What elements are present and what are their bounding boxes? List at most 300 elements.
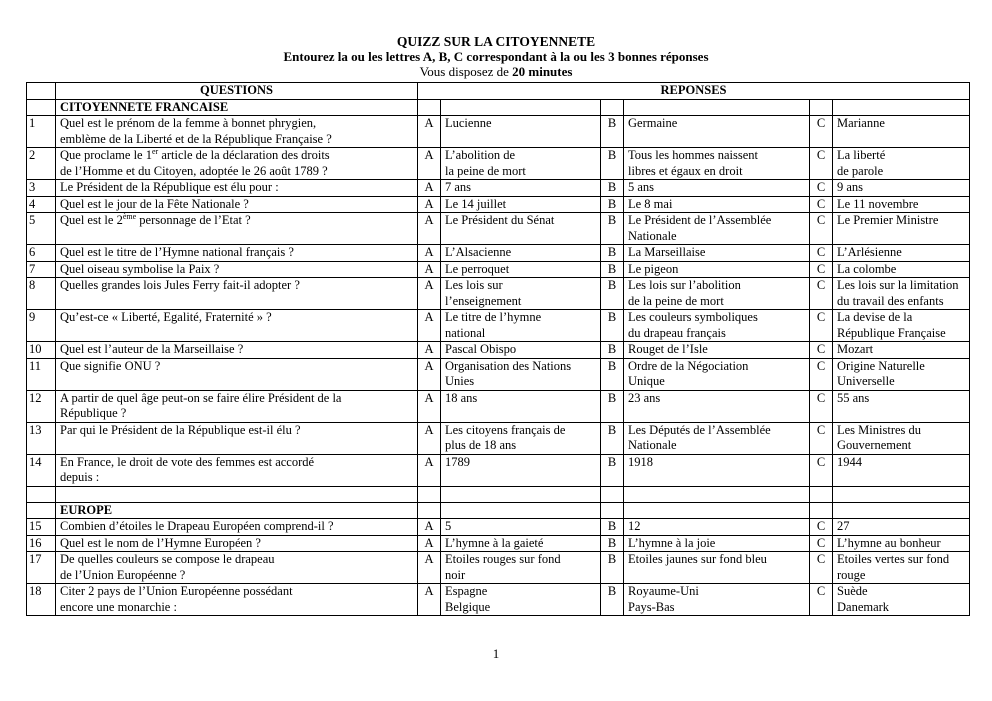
choice-letter-c[interactable]: C xyxy=(810,180,833,197)
answer-c xyxy=(833,535,970,552)
choice-letter-b[interactable]: B xyxy=(601,245,624,262)
answer-line: du drapeau français xyxy=(628,325,726,340)
answer-line: Lucienne xyxy=(445,116,492,130)
quiz-time-limit: Vous disposez de 20 minutes xyxy=(419,64,573,79)
choice-letter-c[interactable]: C xyxy=(810,310,833,342)
question-line xyxy=(60,116,413,132)
question-number: 6 xyxy=(27,245,56,262)
question-text-part: Quel oiseau symbolise la Paix ? xyxy=(60,261,220,276)
section-europe xyxy=(27,502,970,519)
answer-c xyxy=(833,422,970,454)
answer-c xyxy=(833,519,970,536)
question-row xyxy=(27,180,970,197)
page-number: 1 xyxy=(492,646,500,661)
answer-line: Etoiles jaunes sur fond bleu xyxy=(628,552,767,566)
choice-letter-c[interactable]: C xyxy=(810,584,833,616)
question-number: 8 xyxy=(27,278,56,310)
question-text xyxy=(56,116,418,148)
time-value: 20 minutes xyxy=(512,64,573,79)
empty-cell xyxy=(810,502,833,519)
question-number: 5 xyxy=(27,213,56,245)
question-line xyxy=(60,342,413,358)
choice-letter-a[interactable]: A xyxy=(418,148,441,180)
answer-line: Les citoyens français de xyxy=(445,422,566,437)
answer-b xyxy=(624,310,810,342)
choice-letter-a[interactable]: A xyxy=(418,196,441,213)
question-row xyxy=(27,535,970,552)
answer-line: Marianne xyxy=(837,116,885,130)
reponses-header: REPONSES xyxy=(418,83,970,100)
answer-b xyxy=(624,196,810,213)
question-line xyxy=(60,278,413,294)
question-row xyxy=(27,278,970,310)
answer-c xyxy=(833,310,970,342)
answer-line: Origine Naturelle xyxy=(837,358,925,373)
question-text-part: Quel est le titre de l’Hymne national français ? xyxy=(60,245,294,259)
question-line: depuis : xyxy=(60,470,100,484)
empty-cell xyxy=(441,99,601,116)
answer-b xyxy=(624,278,810,310)
section-num-cell xyxy=(27,502,56,519)
superscript: er xyxy=(151,147,159,156)
question-row xyxy=(27,261,970,278)
answer-b xyxy=(624,245,810,262)
question-text xyxy=(56,358,418,390)
question-text-part: A partir de quel âge peut-on se faire élire Président de la xyxy=(60,390,342,405)
answer-line: Le titre de l’hymne xyxy=(445,310,542,324)
quiz-instruction: Entourez la ou les lettres A, B, C correspondant à la ou les 3 bonnes réponses xyxy=(283,49,709,64)
answer-line: Nationale xyxy=(628,228,677,243)
empty-cell xyxy=(418,486,441,502)
question-row xyxy=(27,519,970,536)
section-title: EUROPE xyxy=(56,502,418,519)
answer-c xyxy=(833,196,970,213)
answer-line: 23 ans xyxy=(628,390,661,405)
choice-letter-a[interactable]: A xyxy=(418,278,441,310)
question-row xyxy=(27,148,970,180)
answer-line: Danemark xyxy=(837,599,890,614)
question-row xyxy=(27,116,970,148)
answer-a xyxy=(441,148,601,180)
answer-a xyxy=(441,180,601,197)
blank-row xyxy=(27,486,970,502)
answer-line: Les lois sur la limitation xyxy=(837,278,959,292)
answer-line: rouge xyxy=(837,567,866,582)
empty-cell xyxy=(624,486,810,502)
answer-line: Belgique xyxy=(445,599,491,614)
answer-line: La colombe xyxy=(837,261,897,276)
answer-line: Etoiles rouges sur fond xyxy=(445,552,561,566)
question-number: 15 xyxy=(27,519,56,536)
answer-c xyxy=(833,245,970,262)
question-line: de l’Union Européenne ? xyxy=(60,567,186,582)
choice-letter-b[interactable]: B xyxy=(601,116,624,148)
choice-letter-b[interactable]: B xyxy=(601,278,624,310)
answer-b xyxy=(624,261,810,278)
choice-letter-c[interactable]: C xyxy=(810,245,833,262)
empty-cell xyxy=(601,502,624,519)
answer-b xyxy=(624,535,810,552)
question-number: 14 xyxy=(27,454,56,486)
choice-letter-a[interactable]: A xyxy=(418,116,441,148)
question-line xyxy=(60,584,413,600)
answer-line: Royaume-Uni xyxy=(628,584,699,598)
question-line: République ? xyxy=(60,406,127,420)
answer-line: Les Députés de l’Assemblée xyxy=(628,422,771,437)
choice-letter-b[interactable]: B xyxy=(601,148,624,180)
answer-c xyxy=(833,278,970,310)
empty-cell xyxy=(833,486,970,502)
choice-letter-c[interactable]: C xyxy=(810,278,833,310)
question-row xyxy=(27,310,970,342)
answer-a xyxy=(441,358,601,390)
answer-line: Le pigeon xyxy=(628,261,679,276)
question-text xyxy=(56,148,418,180)
answer-line: la peine de mort xyxy=(445,163,526,178)
answer-line: 55 ans xyxy=(837,390,870,405)
choice-letter-b[interactable]: B xyxy=(601,584,624,616)
answer-line: L’Alsacienne xyxy=(445,245,512,259)
question-number: 4 xyxy=(27,196,56,213)
empty-cell xyxy=(27,486,56,502)
question-number: 16 xyxy=(27,535,56,552)
question-row xyxy=(27,422,970,454)
choice-letter-a[interactable]: A xyxy=(418,454,441,486)
question-text-part: personnage de l’Etat ? xyxy=(136,213,251,227)
choice-letter-a[interactable]: A xyxy=(418,310,441,342)
answer-line: Organisation des Nations xyxy=(445,358,572,373)
answer-line: libres et égaux en droit xyxy=(628,163,743,178)
choice-letter-b[interactable]: B xyxy=(601,342,624,359)
answer-b xyxy=(624,116,810,148)
answer-c xyxy=(833,116,970,148)
answer-line: Mozart xyxy=(837,342,874,356)
choice-letter-a[interactable]: A xyxy=(418,245,441,262)
answer-c xyxy=(833,213,970,245)
answer-line: L’hymne à la joie xyxy=(628,535,716,550)
answer-line: 1789 xyxy=(445,454,470,469)
question-text-part: Par qui le Président de la République est-il élu ? xyxy=(60,422,301,437)
empty-cell xyxy=(810,486,833,502)
choice-letter-a[interactable]: A xyxy=(418,519,441,536)
question-line xyxy=(60,455,413,471)
question-line xyxy=(60,423,413,439)
answer-line: Rouget de l’Isle xyxy=(628,342,708,356)
answer-line: Nationale xyxy=(628,438,677,452)
answer-line: Germaine xyxy=(628,116,678,130)
question-text xyxy=(56,245,418,262)
answer-line: L’Arlésienne xyxy=(837,245,902,259)
answer-line: du travail des enfants xyxy=(837,293,944,308)
answer-c xyxy=(833,342,970,359)
answer-a xyxy=(441,213,601,245)
question-number: 10 xyxy=(27,342,56,359)
choice-letter-a[interactable]: A xyxy=(418,213,441,245)
answer-line: national xyxy=(445,325,486,340)
question-text xyxy=(56,584,418,616)
answer-line: Le 14 juillet xyxy=(445,196,507,211)
choice-letter-b[interactable]: B xyxy=(601,454,624,486)
choice-letter-c[interactable]: C xyxy=(810,358,833,390)
question-number: 9 xyxy=(27,310,56,342)
choice-letter-c[interactable]: C xyxy=(810,196,833,213)
choice-letter-a[interactable]: A xyxy=(418,422,441,454)
question-text xyxy=(56,261,418,278)
answer-line: l’enseignement xyxy=(445,293,522,308)
answer-line: Les couleurs symboliques xyxy=(628,310,758,324)
question-row xyxy=(27,196,970,213)
answer-a xyxy=(441,342,601,359)
answer-line: Le perroquet xyxy=(445,261,510,276)
answer-line: 7 ans xyxy=(445,180,472,194)
question-number: 17 xyxy=(27,552,56,584)
answer-b xyxy=(624,358,810,390)
answer-c xyxy=(833,454,970,486)
choice-letter-c[interactable]: C xyxy=(810,422,833,454)
answer-line: Unies xyxy=(445,374,475,388)
question-text-part: Quel est le 2 xyxy=(60,213,123,227)
question-text xyxy=(56,196,418,213)
choice-letter-b[interactable]: B xyxy=(601,535,624,552)
choice-letter-c[interactable]: C xyxy=(810,535,833,552)
answer-line: Espagne xyxy=(445,584,488,598)
question-line xyxy=(60,552,413,568)
question-line: encore une monarchie : xyxy=(60,599,177,614)
question-text xyxy=(56,552,418,584)
answer-line: 12 xyxy=(628,519,641,533)
question-text xyxy=(56,422,418,454)
question-row xyxy=(27,342,970,359)
choice-letter-b[interactable]: B xyxy=(601,180,624,197)
question-row xyxy=(27,584,970,616)
choice-letter-b[interactable]: B xyxy=(601,358,624,390)
answer-line: Gouvernement xyxy=(837,438,912,452)
answer-c xyxy=(833,261,970,278)
section-num-cell xyxy=(27,99,56,116)
answer-line: Universelle xyxy=(837,374,895,388)
question-text xyxy=(56,213,418,245)
answer-line: 9 ans xyxy=(837,180,864,194)
question-row xyxy=(27,245,970,262)
question-number: 13 xyxy=(27,422,56,454)
answer-line: République Française xyxy=(837,325,946,340)
question-text-part: article de la déclaration des droits xyxy=(158,148,330,162)
choice-letter-a[interactable]: A xyxy=(418,584,441,616)
choice-letter-c[interactable]: C xyxy=(810,342,833,359)
question-text-part: Quel est le nom de l’Hymne Européen ? xyxy=(60,535,261,550)
answer-c xyxy=(833,584,970,616)
choice-letter-a[interactable]: A xyxy=(418,261,441,278)
question-text xyxy=(56,535,418,552)
empty-cell xyxy=(441,486,601,502)
table-header-row xyxy=(27,83,970,100)
empty-cell xyxy=(56,486,418,502)
empty-cell xyxy=(418,99,441,116)
question-number: 7 xyxy=(27,261,56,278)
choice-letter-b[interactable]: B xyxy=(601,552,624,584)
question-line xyxy=(60,519,413,535)
answer-line: Les lois sur xyxy=(445,278,503,292)
answer-line: 27 xyxy=(837,519,850,533)
empty-cell xyxy=(833,99,970,116)
answer-b xyxy=(624,454,810,486)
choice-letter-a[interactable]: A xyxy=(418,180,441,197)
answer-line: L’hymne au bonheur xyxy=(837,535,941,550)
quiz-title: QUIZZ SUR LA CITOYENNETE xyxy=(396,34,596,49)
question-line xyxy=(60,262,413,278)
answer-line: Les Ministres du xyxy=(837,422,922,437)
answer-line: Le 8 mai xyxy=(628,196,673,211)
empty-cell xyxy=(624,99,810,116)
answer-line: La devise de la xyxy=(837,310,913,324)
answer-a xyxy=(441,584,601,616)
section-citoyennete xyxy=(27,99,970,116)
choice-letter-c[interactable]: C xyxy=(810,519,833,536)
answer-line: Les lois sur l’abolition xyxy=(628,278,741,292)
answer-line: Unique xyxy=(628,374,665,388)
question-text xyxy=(56,519,418,536)
choice-letter-c[interactable]: C xyxy=(810,148,833,180)
question-text xyxy=(56,180,418,197)
question-text xyxy=(56,278,418,310)
answer-line: Le Président du Sénat xyxy=(445,213,555,227)
question-text-part: Que proclame le 1 xyxy=(60,148,152,162)
answer-line: de la peine de mort xyxy=(628,293,724,308)
answer-line: Pays-Bas xyxy=(628,599,675,614)
choice-letter-c[interactable]: C xyxy=(810,261,833,278)
answer-c xyxy=(833,390,970,422)
answer-line: 18 ans xyxy=(445,390,478,405)
answer-line: 1944 xyxy=(837,454,862,469)
answer-a xyxy=(441,310,601,342)
answer-line: Tous les hommes naissent xyxy=(628,148,759,162)
answer-line: La liberté xyxy=(837,148,886,162)
answer-line: 1918 xyxy=(628,454,653,469)
question-line xyxy=(60,245,413,261)
answer-b xyxy=(624,213,810,245)
choice-letter-b[interactable]: B xyxy=(601,196,624,213)
empty-cell xyxy=(441,502,601,519)
question-text-part: Combien d’étoiles le Drapeau Européen comprend-il ? xyxy=(60,519,334,533)
choice-letter-b[interactable]: B xyxy=(601,422,624,454)
question-text xyxy=(56,310,418,342)
superscript: ème xyxy=(122,212,137,221)
answer-a xyxy=(441,196,601,213)
choice-letter-b[interactable]: B xyxy=(601,519,624,536)
question-text xyxy=(56,390,418,422)
answer-line: 5 xyxy=(445,519,452,533)
question-text-part: Quel est le jour de la Fête Nationale ? xyxy=(60,196,249,211)
answer-b xyxy=(624,422,810,454)
answer-line: 5 ans xyxy=(628,180,655,194)
choice-letter-b[interactable]: B xyxy=(601,310,624,342)
section-title: CITOYENNETE FRANCAISE xyxy=(56,99,418,116)
answer-line: La Marseillaise xyxy=(628,245,706,259)
question-row xyxy=(27,390,970,422)
questions-header: QUESTIONS xyxy=(56,83,418,100)
choice-letter-a[interactable]: A xyxy=(418,552,441,584)
answer-b xyxy=(624,148,810,180)
choice-letter-c[interactable]: C xyxy=(810,454,833,486)
answer-a xyxy=(441,454,601,486)
empty-cell xyxy=(418,502,441,519)
answer-line: noir xyxy=(445,567,466,582)
question-text-part: Que signifie ONU ? xyxy=(60,358,161,373)
choice-letter-a[interactable]: A xyxy=(418,390,441,422)
empty-cell xyxy=(810,99,833,116)
answer-line: plus de 18 ans xyxy=(445,438,517,452)
choice-letter-a[interactable]: A xyxy=(418,342,441,359)
question-text-part: De quelles couleurs se compose le drapeau xyxy=(60,552,275,566)
question-text xyxy=(56,454,418,486)
question-line xyxy=(60,180,413,196)
answer-a xyxy=(441,422,601,454)
question-line xyxy=(60,536,413,552)
empty-cell xyxy=(833,502,970,519)
choice-letter-b[interactable]: B xyxy=(601,390,624,422)
question-text-part: Qu’est-ce « Liberté, Egalité, Fraternité » ? xyxy=(60,310,272,324)
question-number: 3 xyxy=(27,180,56,197)
question-row xyxy=(27,454,970,486)
answer-line: L’hymne à la gaieté xyxy=(445,535,544,550)
answer-a xyxy=(441,390,601,422)
choice-letter-b[interactable]: B xyxy=(601,213,624,245)
choice-letter-a[interactable]: A xyxy=(418,535,441,552)
question-text-part: Quel est l’auteur de la Marseillaise ? xyxy=(60,342,244,356)
empty-cell xyxy=(601,486,624,502)
answer-c xyxy=(833,148,970,180)
question-line: de l’Homme et du Citoyen, adoptée le 26 août 1789 ? xyxy=(60,163,328,178)
answer-a xyxy=(441,116,601,148)
question-number: 2 xyxy=(27,148,56,180)
answer-b xyxy=(624,180,810,197)
answer-a xyxy=(441,261,601,278)
question-number: 12 xyxy=(27,390,56,422)
choice-letter-b[interactable]: B xyxy=(601,261,624,278)
answer-line: Le 11 novembre xyxy=(837,196,919,211)
choice-letter-a[interactable]: A xyxy=(418,358,441,390)
answer-b xyxy=(624,390,810,422)
choice-letter-c[interactable]: C xyxy=(810,390,833,422)
question-line xyxy=(60,359,413,375)
question-text-part: Le Président de la République est élu pour : xyxy=(60,180,279,194)
choice-letter-c[interactable]: C xyxy=(810,116,833,148)
answer-line: Le Président de l’Assemblée xyxy=(628,213,772,227)
answer-line: L’abolition de xyxy=(445,148,516,162)
question-row xyxy=(27,213,970,245)
num-header-cell xyxy=(27,83,56,100)
question-row xyxy=(27,552,970,584)
answer-a xyxy=(441,245,601,262)
choice-letter-c[interactable]: C xyxy=(810,213,833,245)
answer-a xyxy=(441,552,601,584)
question-line xyxy=(60,310,413,326)
empty-cell xyxy=(624,502,810,519)
answer-b xyxy=(624,552,810,584)
question-text-part: Quel est le prénom de la femme à bonnet phrygien, xyxy=(60,116,317,130)
question-line xyxy=(60,213,413,229)
answer-c xyxy=(833,180,970,197)
question-number: 18 xyxy=(27,584,56,616)
question-number: 1 xyxy=(27,116,56,148)
answer-line: Ordre de la Négociation xyxy=(628,358,749,373)
question-line xyxy=(60,197,413,213)
question-line: emblème de la Liberté et de la République Française ? xyxy=(60,131,332,146)
answer-b xyxy=(624,342,810,359)
choice-letter-c[interactable]: C xyxy=(810,552,833,584)
question-text-part: En France, le droit de vote des femmes est accordé xyxy=(60,454,315,469)
question-text-part: Quelles grandes lois Jules Ferry fait-il adopter ? xyxy=(60,278,300,292)
